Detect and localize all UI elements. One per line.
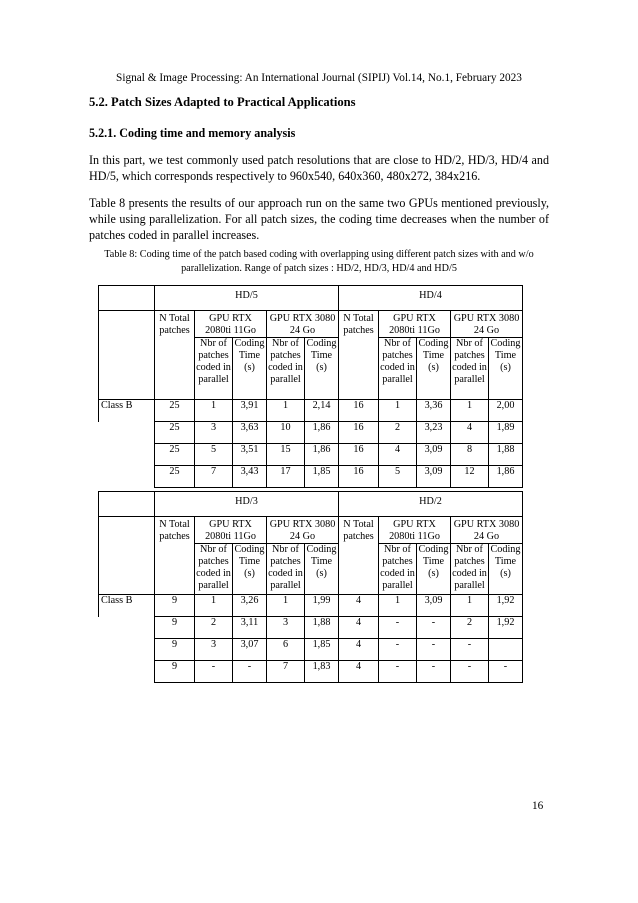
table-cell: 16 [339,444,379,466]
label-spacer [99,544,155,595]
table-cell: - [233,661,267,683]
gpu-header: GPU RTX 3080 24 Go [451,517,523,544]
sub-header: Nbr of patches coded in parallel [379,338,417,400]
table-row [99,617,523,639]
gpu-header: GPU RTX 2080ti 11Go [195,517,267,544]
table-cell: 3,91 [233,400,267,422]
sub-header: Coding Time (s) [305,338,339,400]
table-row [99,639,523,661]
table-cell: 7 [267,661,305,683]
table-cell: 1 [451,595,489,617]
table-cell: 1 [379,400,417,422]
running-header: Signal & Image Processing: An International Journal (SIPIJ) Vol.14, No.1, February 2023 [116,72,522,84]
table-row [99,400,523,422]
table-cell: 4 [339,617,379,639]
corner-cell [99,286,155,311]
page-number: 16 [532,800,544,812]
table-cell: 25 [155,444,195,466]
sub-header: Coding Time (s) [233,338,267,400]
sub-header: Nbr of patches coded in parallel [267,338,305,400]
table-cell: 3,09 [417,595,451,617]
table-cell: - [451,639,489,661]
table-cell: 1,92 [489,595,523,617]
table-cell: 3,07 [233,639,267,661]
n-total-header: N Total patches [339,517,379,595]
table-cell: 8 [451,444,489,466]
table-row [99,422,523,444]
table-cell: 1,88 [489,444,523,466]
table-row [99,595,523,617]
table-cell: 2,00 [489,400,523,422]
table-cell: - [379,617,417,639]
gpu-header: GPU RTX 3080 24 Go [451,311,523,338]
table-cell: 3 [195,639,233,661]
row-label [99,466,155,488]
table-cell: 1 [267,595,305,617]
table-cell: 1,89 [489,422,523,444]
row-label [99,661,155,683]
table-cell: 12 [451,466,489,488]
table-cell: 1,85 [305,639,339,661]
row-label [99,639,155,661]
table-cell: 3,51 [233,444,267,466]
row-label [99,444,155,466]
results-table-hd3-hd2 [98,491,523,683]
n-total-header: N Total patches [155,311,195,400]
paragraph-table-description: Table 8 presents the results of our approach run on the same two GPUs mentioned previously, while using parallelization. For all patch sizes, the coding time decreases when the number of patches coded in parallel increases. [89,196,549,242]
sub-header: Coding Time (s) [489,338,523,400]
sub-header: Coding Time (s) [233,544,267,595]
table-caption: Table 8: Coding time of the patch based coding with overlapping using different patch sizes with and w/o parallelization. Range of patch sizes : HD/2, HD/3, HD/4 and HD/5 [104,249,534,274]
table-cell: 25 [155,400,195,422]
sub-header: Nbr of patches coded in parallel [451,544,489,595]
table-cell: 1 [195,595,233,617]
sub-header: Coding Time (s) [305,544,339,595]
table-cell: 1,83 [305,661,339,683]
table-cell: 16 [339,422,379,444]
table-cell: 15 [267,444,305,466]
table-cell: 4 [339,639,379,661]
table-cell: 4 [339,661,379,683]
paragraph-intro: In this part, we test commonly used patch resolutions that are close to HD/2, HD/3, HD/4 and HD/5, which corresponds respectively to 960x540, 640x360, 480x272, 384x216. [89,153,549,183]
table-cell: 25 [155,466,195,488]
table-cell: 1,92 [489,617,523,639]
table-cell: 1,88 [305,617,339,639]
gpu-header: GPU RTX 2080ti 11Go [379,311,451,338]
n-total-header: N Total patches [339,311,379,400]
table-cell: 9 [155,639,195,661]
table-cell: 7 [195,466,233,488]
table-cell: 9 [155,595,195,617]
gpu-header: GPU RTX 2080ti 11Go [379,517,451,544]
table-cell: - [417,661,451,683]
table-row [99,444,523,466]
table-cell: - [417,617,451,639]
table-cell: 3 [267,617,305,639]
table-cell: - [195,661,233,683]
label-spacer [99,338,155,400]
table-cell: 9 [155,661,195,683]
table-cell: - [379,661,417,683]
sub-header: Nbr of patches coded in parallel [267,544,305,595]
table-cell: 2 [195,617,233,639]
table-row [99,466,523,488]
table-cell: 1 [379,595,417,617]
row-label: Class B [99,595,155,617]
table-cell: 1 [195,400,233,422]
table-cell: 1 [267,400,305,422]
table-cell: 25 [155,422,195,444]
table-cell: 3 [195,422,233,444]
sub-header: Coding Time (s) [489,544,523,595]
table-cell: 4 [339,595,379,617]
table-cell: 6 [267,639,305,661]
table-cell: 5 [195,444,233,466]
table-cell: 3,63 [233,422,267,444]
table-cell: 9 [155,617,195,639]
row-label: Class B [99,400,155,422]
table-cell: 3,09 [417,444,451,466]
gpu-header: GPU RTX 3080 24 Go [267,311,339,338]
table-cell: 3,26 [233,595,267,617]
table-cell: - [489,661,523,683]
table-cell: 16 [339,466,379,488]
table-cell: 3,36 [417,400,451,422]
group-header: HD/2 [339,492,523,517]
sub-header: Nbr of patches coded in parallel [451,338,489,400]
sub-header: Nbr of patches coded in parallel [379,544,417,595]
table-cell: 4 [379,444,417,466]
table-cell: 3,11 [233,617,267,639]
sub-header: Coding Time (s) [417,338,451,400]
label-spacer [99,311,155,338]
table-cell: 1,86 [305,444,339,466]
group-header: HD/4 [339,286,523,311]
table-cell: 3,43 [233,466,267,488]
table-cell: 17 [267,466,305,488]
table-cell: 3,09 [417,466,451,488]
table-cell: - [379,639,417,661]
group-header: HD/5 [155,286,339,311]
gpu-header: GPU RTX 3080 24 Go [267,517,339,544]
table-cell: 16 [339,400,379,422]
table-cell: 1,86 [305,422,339,444]
table-cell: 2,14 [305,400,339,422]
subsection-title: 5.2.1. Coding time and memory analysis [89,126,296,140]
corner-cell [99,492,155,517]
table-cell: 4 [451,422,489,444]
table-cell: 1 [451,400,489,422]
table-row [99,661,523,683]
table-cell: 10 [267,422,305,444]
results-table-hd5-hd4 [98,285,523,488]
n-total-header: N Total patches [155,517,195,595]
group-header: HD/3 [155,492,339,517]
table-cell: - [451,661,489,683]
table-cell: 2 [379,422,417,444]
table-cell: - [417,639,451,661]
row-label [99,617,155,639]
label-spacer [99,517,155,544]
table-cell: 3,23 [417,422,451,444]
sub-header: Coding Time (s) [417,544,451,595]
table-cell: 1,99 [305,595,339,617]
table-cell: 1,85 [305,466,339,488]
table-cell: 2 [451,617,489,639]
sub-header: Nbr of patches coded in parallel [195,338,233,400]
table-cell: 1,86 [489,466,523,488]
table-cell: 5 [379,466,417,488]
sub-header: Nbr of patches coded in parallel [195,544,233,595]
table-cell [489,639,523,661]
gpu-header: GPU RTX 2080ti 11Go [195,311,267,338]
row-label [99,422,155,444]
section-title: 5.2. Patch Sizes Adapted to Practical Applications [89,95,356,109]
